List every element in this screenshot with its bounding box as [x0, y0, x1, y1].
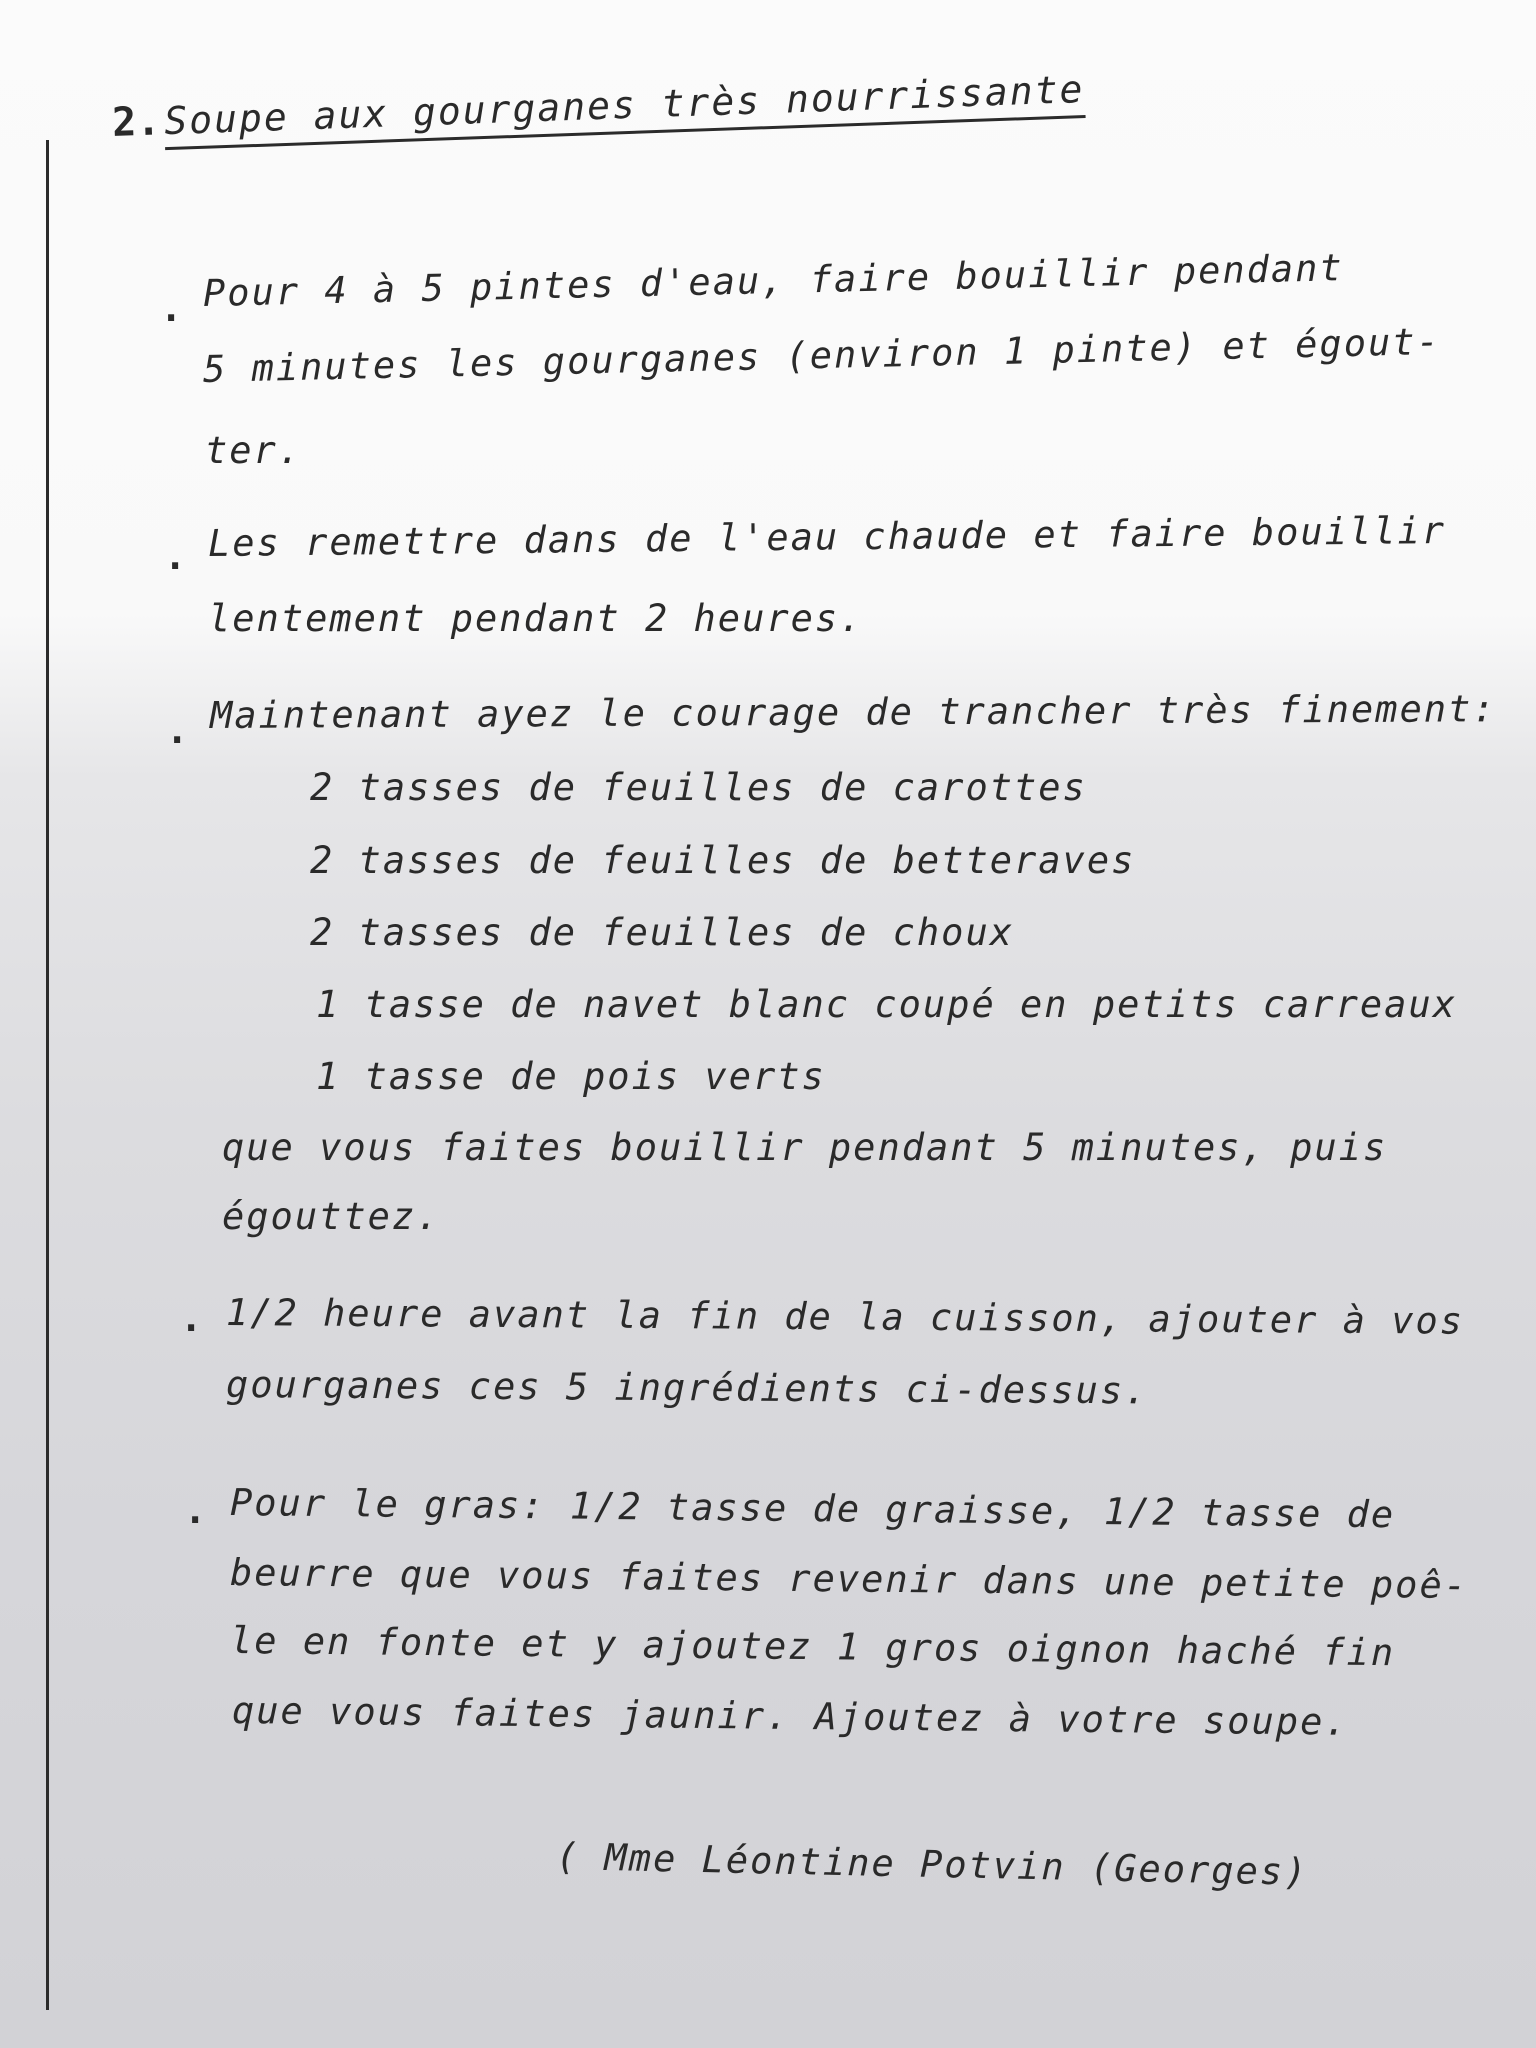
text-line: 5 minutes les gourganes (environ 1 pinte) et égout-	[202, 319, 1442, 391]
ingredient-item: 2 tasses de feuilles de betteraves	[310, 839, 1136, 882]
text-line: que vous faites jaunir. Ajoutez à votre soupe.	[231, 1689, 1349, 1744]
ingredient-item: 2 tasses de feuilles de choux	[310, 911, 1015, 954]
signature: ( Mme Léontine Potvin (Georges)	[555, 1835, 1309, 1894]
recipe-title	[111, 66, 1085, 146]
bullet: .	[184, 1489, 207, 1532]
ingredient-item: 1 tasse de pois verts	[316, 1055, 826, 1098]
text-line: Pour le gras: 1/2 tasse de graisse, 1/2 tasse de	[229, 1481, 1396, 1537]
text-line: égouttez.	[222, 1195, 441, 1238]
text-line: 1/2 heure avant la fin de la cuisson, ajouter à vos	[225, 1291, 1465, 1343]
bullet: .	[164, 535, 187, 578]
title-number: 2.	[111, 98, 162, 146]
ingredient-item: 1 tasse de navet blanc coupé en petits carreaux	[316, 983, 1457, 1026]
bullet: .	[180, 1297, 203, 1340]
bullet: .	[160, 287, 183, 330]
text-line: lentement pendant 2 heures.	[208, 597, 864, 640]
text-line: le en fonte et y ajoutez 1 gros oignon haché fin	[229, 1619, 1396, 1675]
text-line: gourganes ces 5 ingrédients ci-dessus.	[225, 1363, 1149, 1413]
ingredient-item: 2 tasses de feuilles de carottes	[310, 766, 1087, 809]
text-line: que vous faites bouillir pendant 5 minutes, puis	[222, 1126, 1388, 1169]
text-line: Maintenant ayez le courage de trancher très finement:	[209, 687, 1497, 737]
text-line: ter.	[205, 429, 303, 472]
bullet: .	[166, 709, 189, 752]
text-line: Pour 4 à 5 pintes d'eau, faire bouillir pendant	[202, 246, 1345, 315]
margin-rule	[46, 140, 49, 2010]
text-line: Les remettre dans de l'eau chaude et faire bouillir	[207, 509, 1447, 565]
title-text: Soupe aux gourganes très nourrissante	[164, 67, 1086, 150]
text-line: beurre que vous faites revenir dans une petite poê-	[229, 1551, 1469, 1607]
